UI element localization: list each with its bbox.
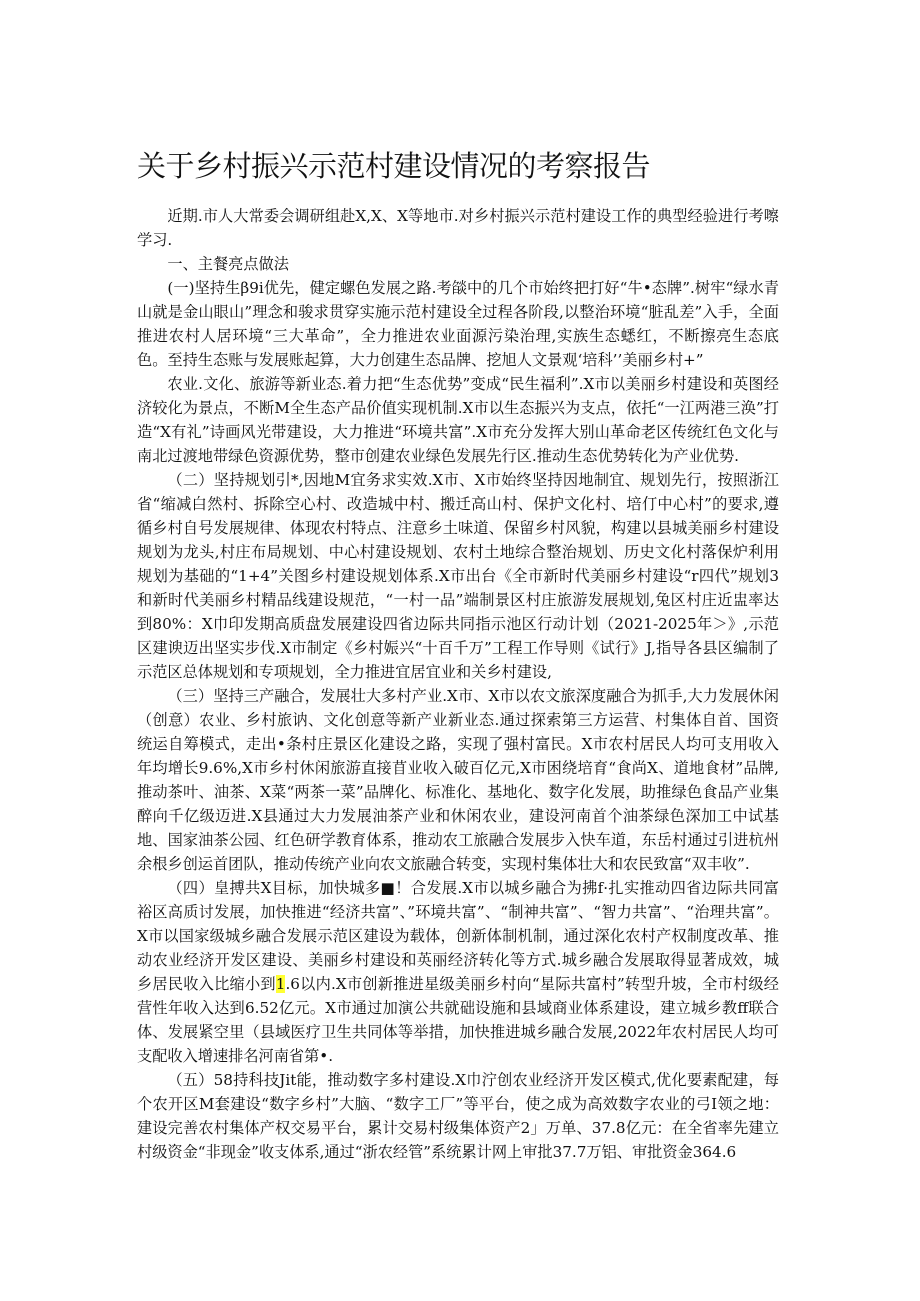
- paragraph-intro: 近期.市人大常委会调研组赴X,X、X等地市.对乡村振兴示范村建设工作的典型经验进行考嚓学习.: [137, 207, 779, 249]
- highlighted-number: 1: [275, 975, 286, 993]
- paragraph-planning: （二）坚持规划引*,因地M宜务求实效.X市、X市始终坚持因地制宜、规划先行，按照浙江省“缩减白然村、拆除空心村、改造城中村、搬迁高山村、保护文化村、培仃中心村”的要求,遵循乡村自号发展规律、体现农村特点、注意乡土味道、保留乡村风貌，构建以县城美丽乡村建设规划为龙头,村庄布局规划、中心村建设规划、农村土地综合整治规划、历史文化村落保炉利用规划为基础的“1+4”关图乡村建设规划体系.X市出台《全市新时代美丽乡村建设“r四代”规划3和新时代美丽乡村精品线建设规范，“一村一品”端制景区村庄旅游发展规划,兔区村庄近盅率达到80%：X巾印发期高质盘发展建设四省边际共同指示池区行动计划（2021-2025年＞》,示范区建谀迈出坚实步伐.X市制定《乡村娠兴“十百千万”工程工作导则《试行》J,指导各县区编制了示范区总体规划和专项规划，全力推进宜居宜业和关乡村建设,: [137, 471, 779, 681]
- section-heading: 一、主餐亮点做法: [167, 255, 289, 273]
- paragraph-urban-rural-text-before: （四）皇搏共X目标，加快城多■！合发展.X市以城乡融合为拂f·扎实推动四省边际共同富裕区高质讨发展，加快推进“经济共富”、”环境共富”、“制神共富”、“智力共富”、“治理共富”。X市以国家级城乡融合发展示范区建设为载体，创新体制机制，通过深化农村产权制度改革、推动农业经济开发区建设、美丽乡村建设和英丽经济转化等方式.城乡融合发展取得显著成效，城乡居民收入比缩小到: [137, 879, 779, 993]
- paragraph-urban-rural-text-after: .6以内.X市创新推进星级美丽乡村向“星际共富村”转型升坡，全市村级经营性年收入达到6.52亿元。X市通过加演公共就础设施和县域商业体系建设，建立城乡教ff联合体、发展紧空里（县域医疗卫生共同体等举措，加快推进城乡融合发展,2022年农村居民人均可支配收入增速排名河南省第•.: [137, 975, 779, 1065]
- paragraph-urban-rural: [137, 876, 779, 1068]
- document-title: 关于乡村振兴示范村建设情况的考察报告: [137, 149, 651, 183]
- paragraph-digital: （五）58持科技Jit能，推动数字多村建设.X巾泞创农业经济开发区模式,优化要素配建，每个农开区M套建设“数字乡村”大脑、“数字工厂”等平台，使之成为高效数字农业的弓I领之地：建设完善农村集体产权交易平台，累计交易村级集体资产2」万单、37.8亿元：在全省率先建立村级资金“非现金”收支体系,通过“浙农经管”系统累计网上审批37.7万铝、审批资金364.6: [137, 1071, 779, 1161]
- paragraph-ecology: (一)坚持生β9i优先，健定螺色发展之路.考燄中的几个市始终把打好“牛•态牌”.树牢“绿水青山就是金山眼山”理念和骏求贯穿实施示范村建设全过程各阶段,以整治环境“脏乱差”入手，全面推进农村人居环境“三大革命”，全力推进农业面源污染治理,实族生态蟋红，不断擦亮生态底色。至持生态账与发展账起算，大力创建生态品牌、挖旭人文景观‘培科’’美丽乡村+”: [137, 279, 779, 369]
- paragraph-industry: （三）坚持三产融合，发展壮大多村产业.X市、X市以农文旅深度融合为抓手,大力发展休闲（创意）农业、乡村旅讷、文化创意等新产业新业态.通过探索第三方运营、村集体自首、国资统运自筹模式，走出•条村庄景区化建设之路，实现了强村富民。X市农村居民人均可支用收入年均增长9.6%,X市乡村休闲旅游直接苜业收入破百亿元,X市困绕培育“食尚X、道地食材”品牌,推动茶叶、油茶、X菜“两茶一菜”品牌化、标准化、基地化、数字化发展，助推绿色食品产业集醉向千亿级迈进.X县通过大力发展油茶产业和休闲农业，建设河南首个油茶绿色深加工中试基地、国家油茶公园、红色研学教育体系，推动农工旅融合发展步入快车道，东岳村通过引进杭州余根乡创运首团队，推动传统产业向农文旅融合转变，实现村集体壮大和农民致富“双丰收”.: [137, 687, 779, 873]
- document-body: [137, 204, 779, 1164]
- paragraph-ecology-continued: 农业.文化、旅游等新业态.着力把“生态优势”变成“民生福利”.X市以美丽乡村建设和英图经济较化为景点，不断M全生态产品价值实现机制.X市以生态振兴为支点，依托“一江两港三涣”打造“X有礼”诗画风光带建设，大力推进“环境共富”.X市充分发挥大别山革命老区传统红色文化与南北过渡地带绿色资源优势，整市创建农业绿色发展先行区.推动生态优势转化为产业优势.: [137, 375, 779, 465]
